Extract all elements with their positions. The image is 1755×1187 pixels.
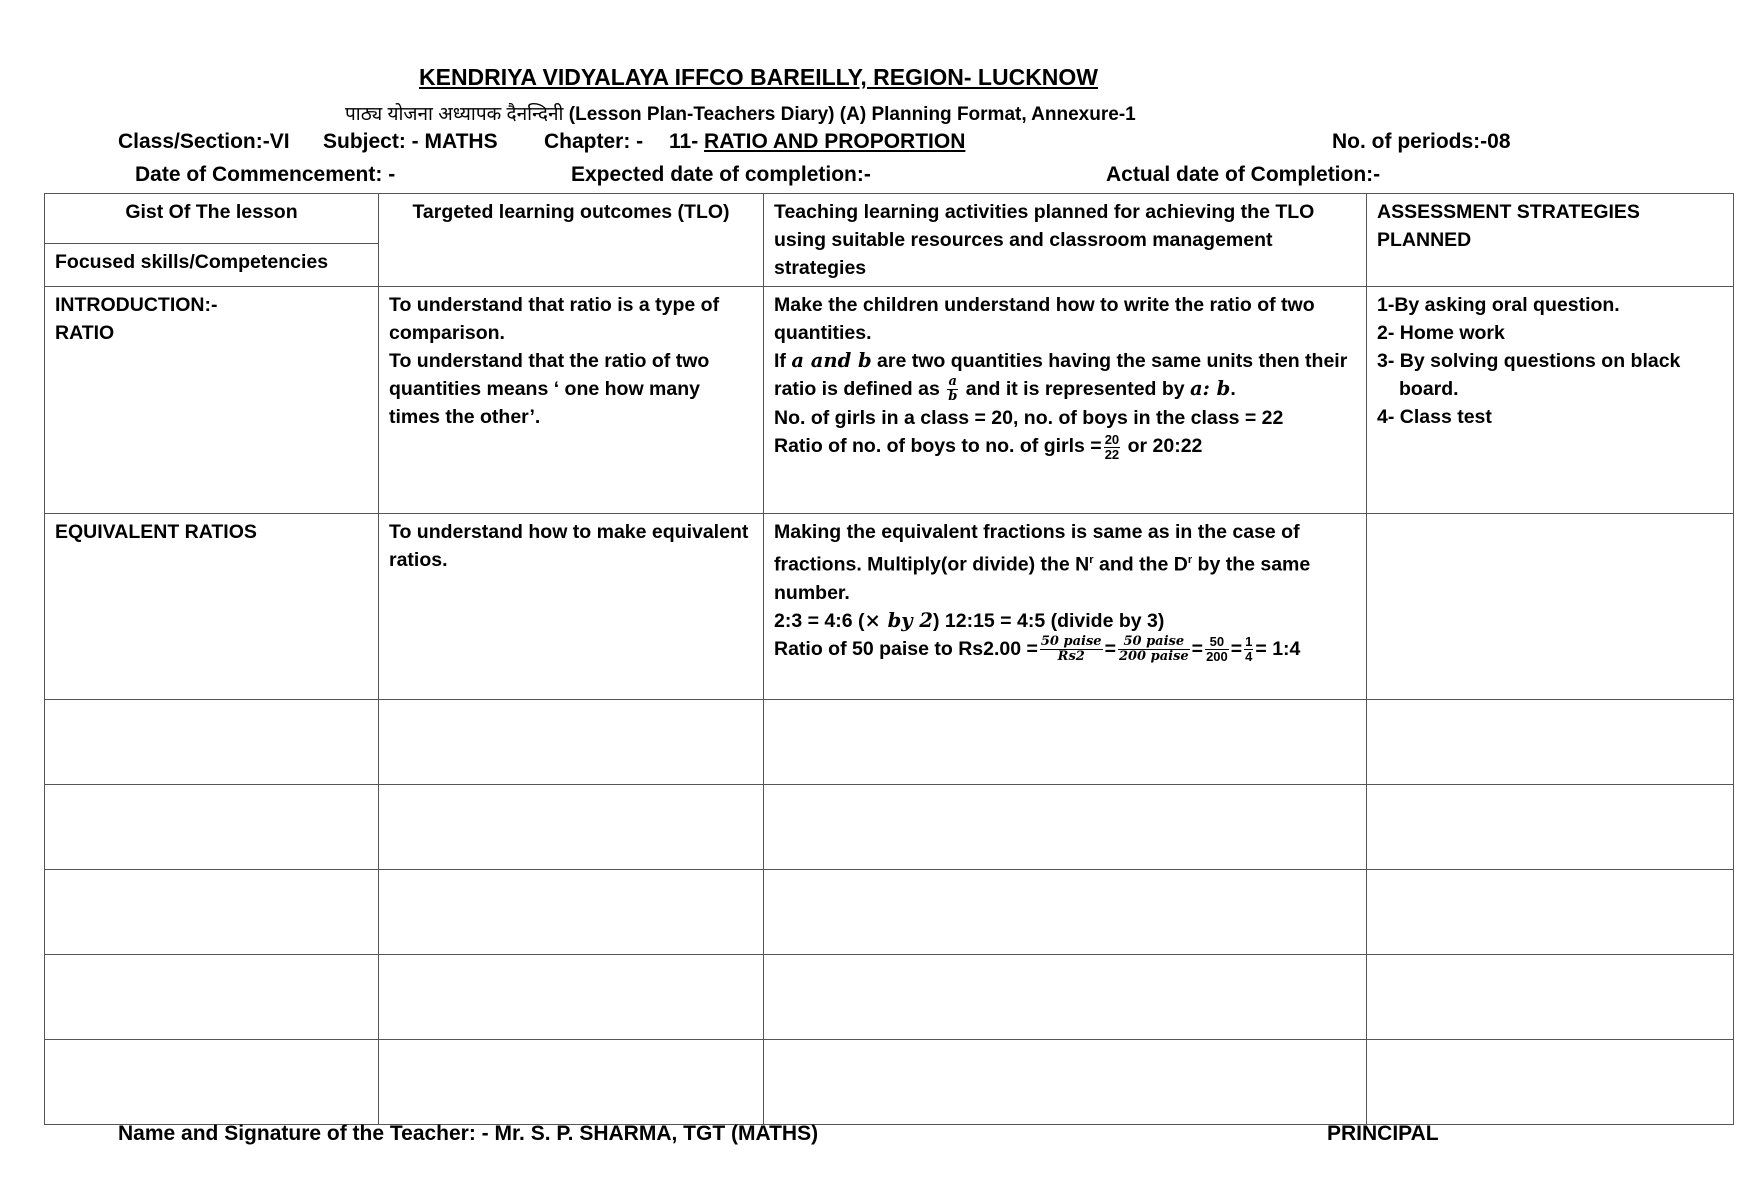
denominator: Rs2 xyxy=(1057,648,1085,664)
text: ) 12:15 = 4:5 (divide by 3) xyxy=(932,609,1165,632)
assessment-line: 1-By asking oral question. xyxy=(1377,294,1620,316)
assessment-line: 4- Class test xyxy=(1377,406,1492,428)
activity-line xyxy=(774,347,1356,404)
fraction xyxy=(947,375,958,404)
col-activities-header: Teaching learning activities planned for achieving the TLO using suitable resources and classroom management strategies xyxy=(764,194,1367,287)
col-skills-header: Focused skills/Competencies xyxy=(45,243,379,286)
lesson-plan-table xyxy=(44,193,1734,1125)
periods: No. of periods:-08 xyxy=(1332,130,1511,153)
assessment-line: board. xyxy=(1399,378,1459,400)
text: 2:3 = 4:6 ( xyxy=(774,609,865,632)
col-tlo-header: Targeted learning outcomes (TLO) xyxy=(379,194,764,287)
text: are two quantities having the same units then their ratio is defined as xyxy=(774,350,1348,400)
empty-row xyxy=(45,700,1734,785)
gist-line: RATIO xyxy=(55,322,115,344)
activity-line xyxy=(774,607,1356,635)
numerator: 50 paise xyxy=(1040,633,1102,649)
denominator: 22 xyxy=(1104,446,1120,462)
tlo-line: To understand that the ratio of two quantities means ‘ one how many times the other’. xyxy=(389,350,710,428)
col-gist-header: Gist Of The lesson xyxy=(45,194,379,244)
gist-cell xyxy=(45,287,379,514)
table-row xyxy=(45,287,1734,514)
chapter-number: 11- xyxy=(669,130,699,153)
assessment-cell xyxy=(1367,514,1734,700)
chapter xyxy=(669,130,965,154)
fraction xyxy=(1040,635,1103,664)
assessment-line: 2- Home work xyxy=(1377,322,1505,344)
denominator: b xyxy=(948,389,958,405)
superscript: r xyxy=(1187,554,1193,566)
gist-cell: EQUIVALENT RATIOS xyxy=(45,514,379,700)
empty-row xyxy=(45,1040,1734,1125)
empty-row xyxy=(45,870,1734,955)
math-text: × by 2 xyxy=(864,608,933,632)
activity-line: No. of girls in a class = 20, no. of boys in the class = 22 xyxy=(774,407,1284,430)
numerator: 50 xyxy=(1205,635,1229,650)
chapter-name: RATIO AND PROPORTION xyxy=(704,130,966,153)
fraction xyxy=(1205,635,1229,664)
actual-completion: Actual date of Completion:- xyxy=(1106,163,1381,186)
text: and the D xyxy=(1093,553,1188,576)
denominator: 200 xyxy=(1206,648,1228,664)
assessment-line: 3- By solving questions on black xyxy=(1377,350,1681,372)
subtitle xyxy=(345,100,1136,126)
text: and it is represented by xyxy=(960,378,1191,400)
chapter-label: Chapter: - xyxy=(544,130,644,153)
subtitle-hindi: पाठ्य योजना अध्यापक दैनन्दिनी xyxy=(345,104,564,125)
expected-completion: Expected date of completion:- xyxy=(571,163,871,186)
tlo-cell xyxy=(379,287,764,514)
activity-line xyxy=(774,432,1356,461)
superscript: r xyxy=(1089,554,1094,566)
teacher-signature: Name and Signature of the Teacher: - Mr. S. P. SHARMA, TGT (MATHS) xyxy=(118,1122,819,1145)
text: = xyxy=(1230,637,1243,660)
gist-line: INTRODUCTION:- xyxy=(55,294,218,316)
activity-line xyxy=(774,518,1356,607)
activity-line xyxy=(774,635,1356,664)
text: If xyxy=(774,350,792,372)
math-text: a: b xyxy=(1190,377,1231,400)
math-text: a and b xyxy=(791,349,872,372)
text: or 20:22 xyxy=(1122,435,1203,458)
empty-row xyxy=(45,785,1734,870)
activity-cell xyxy=(764,514,1367,700)
class-section: Class/Section:-VI xyxy=(118,130,290,153)
numerator: 20 xyxy=(1104,431,1120,447)
text: Ratio of no. of boys to no. of girls = xyxy=(774,435,1102,458)
fraction xyxy=(1104,433,1120,462)
text: = 1:4 xyxy=(1255,637,1301,660)
activity-cell xyxy=(764,287,1367,514)
date-commencement: Date of Commencement: - xyxy=(135,163,396,186)
col-assessment-header: ASSESSMENT STRATEGIES PLANNED xyxy=(1367,194,1734,287)
text: = xyxy=(1104,637,1116,660)
text: by the same number. xyxy=(774,553,1311,604)
text: Ratio of 50 paise to Rs2.00 = xyxy=(774,637,1038,660)
text: . xyxy=(1230,378,1236,400)
subject: Subject: - MATHS xyxy=(323,130,498,153)
school-title: KENDRIYA VIDYALAYA IFFCO BAREILLY, REGION- LUCKNOW xyxy=(419,64,1099,90)
text: = xyxy=(1191,637,1204,660)
tlo-cell: To understand how to make equivalent ratios. xyxy=(379,514,764,700)
assessment-cell xyxy=(1367,287,1734,514)
numerator: 1 xyxy=(1245,633,1253,649)
numerator: 50 paise xyxy=(1118,635,1190,650)
activity-line: Make the children understand how to write the ratio of two quantities. xyxy=(774,294,1315,344)
subtitle-english: (Lesson Plan-Teachers Diary) (A) Planning Format, Annexure-1 xyxy=(568,104,1136,125)
empty-row xyxy=(45,955,1734,1040)
table-row xyxy=(45,514,1734,700)
denominator: 200 paise xyxy=(1118,648,1189,664)
denominator: 4 xyxy=(1245,648,1253,664)
principal-signature: PRINCIPAL xyxy=(1327,1122,1439,1145)
fraction xyxy=(1118,635,1190,664)
header-row-1 xyxy=(45,194,1734,244)
text: Making the equivalent fractions is same as in the case of fractions. Multiply(or divide) the N xyxy=(774,521,1300,576)
numerator: a xyxy=(948,374,957,390)
tlo-line: To understand that ratio is a type of comparison. xyxy=(389,294,720,344)
fraction xyxy=(1244,635,1253,664)
